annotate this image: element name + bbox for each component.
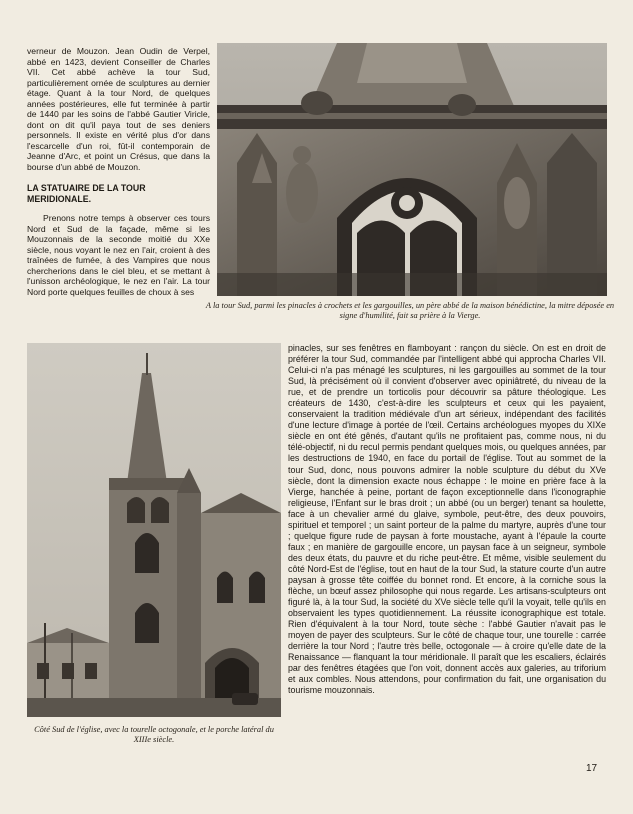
section-paragraph: Prenons notre temps à observer ces tours Nord et Sud de la façade, même si les Mouzonnais de la seconde moitié du XXe siècle, nous voyant le nez en l'air, croient à des traînées de fumée, à des Vampires que nous chercherions dans le ciel bleu, et se mettant à l'unisson archéologique, le nez en l'air. La tour Nord porte quelques feuilles de choux à ses (27, 213, 210, 297)
continued-paragraph: pinacles, sur ses fenêtres en flamboyant : rançon du siècle. On est en droit de préférer la tour Sud, commandée par l'intelligent abbé qui approcha Charles VII. Celui-ci n'a pas ménagé les sculptures, ni les gargouilles au sommet de la tour Sud, là précisément où il convient d'observer avec opiniâtreté, du niveau de la rue, et de prendre un torticolis pour découvrir sa pâture théologique. Les créateurs de 1430, c'est-à-dire les sculpteurs et ceux qui les payaient, conservaient la tradition médiévale d'un art sérieux, indépendant des facilités d'une lecture d'image à portée de l'œil. Certains archéologues myopes du XIXe siècle en ont été gênés, d'autant qu'ils ne profitaient pas, comme nous, ni du télé-objectif, ni du recul permis pendant quelques mois, ou quelques années, par les destructions de 1940, en face du portail de l'église. Tout au sommet de la tour Sud, donc, nous pouvons admirer la noble sculpture du début du XVe siècle, dont la dimension exacte nous échappe : le moine en prière face à la Vierge, hanchée à peine, portant de façon exceptionnelle dans l'iconographie religieuse, l'Enfant sur le bras droit ; un abbé (ou un berger) tenant sa houlette, face à un chevalier armé du glaive, symbole, peut-être, des deux pouvoirs, spirituel et temporel ; un saint porteur de la palme du martyre, auprès d'une tour ; quelque figure rude de paysan à forte moustache, ayant à l'épaule la courte faux ; en manière de gargouille encore, un paysan face à un seigneur, symbole des deux états, du pauvre et du riche peut-être. Et même, visible seulement du côté Nord-Est de l'église, tout en haut de la tour Sud, la stature courte d'un autre paysan à grosse tête coiffée du bonnet rond. Et encore, à la corniche sous la flèche, un bœuf assez philosophe qui nous regarde. Les artisans-sculpteurs ont figuré là, à la tour Sud, la société du XVe siècle telle qu'il la voyait, telle qu'ils en observaient les types quotidiennement. La réussite iconographique est totale. Rien d'équivalent à la tour Nord, toute sèche : l'abbé Gautier n'avait pas le moyen de payer des sculpteurs. Sur le côté de chaque tour, une tourelle : carrée derrière la tour Nord ; l'autre très belle, octogonale — à croire qu'elle date de la Renaissance — flanquant la tour méridionale. Il paraît que les escaliers, éclairés par des fenêtres étagées que l'on voit, donnent accès aux galeries, au triforium et aux combles. Nous attendons, pour confirmation du fait, une organisation du tourisme mouzonnais. (288, 343, 606, 696)
church-exterior-photo (27, 343, 281, 717)
intro-paragraph: verneur de Mouzon. Jean Oudin de Verpel, abbé en 1423, devient Conseiller de Charles VII. Cet abbé achève la tour Sud, particulièrement ornée de sculptures au dernier étage. Quant à la tour Nord, de quelques années postérieures, elle fut terminée à partir de 1440 par les soins de l'abbé Gautier Viricle, dont on dit qu'il paya tout de ses deniers personnels. Il existe en vérité plus d'or dans l'escarcelle d'un roi, fût-il contemporain de Jeanne d'Arc, et point un Crésus, que dans la bourse d'un abbé de Mouzon. (27, 46, 210, 172)
left-photo-caption: Côté Sud de l'église, avec la tourelle octogonale, et le porche latéral du XIIIe siècle. (34, 725, 274, 744)
top-photo-caption: A la tour Sud, parmi les pinacles à crochets et les gargouilles, un père abbé de la maison bénédictine, la mitre déposée en signe d'humilité, fait sa prière à la Vierge. (205, 301, 615, 320)
tower-sculpture-photo (217, 43, 607, 296)
right-column-text (288, 343, 606, 697)
page-number: 17 (586, 763, 598, 774)
left-column-text (27, 46, 210, 297)
section-heading: LA STATUAIRE DE LA TOUR MERIDIONALE. (27, 183, 146, 204)
